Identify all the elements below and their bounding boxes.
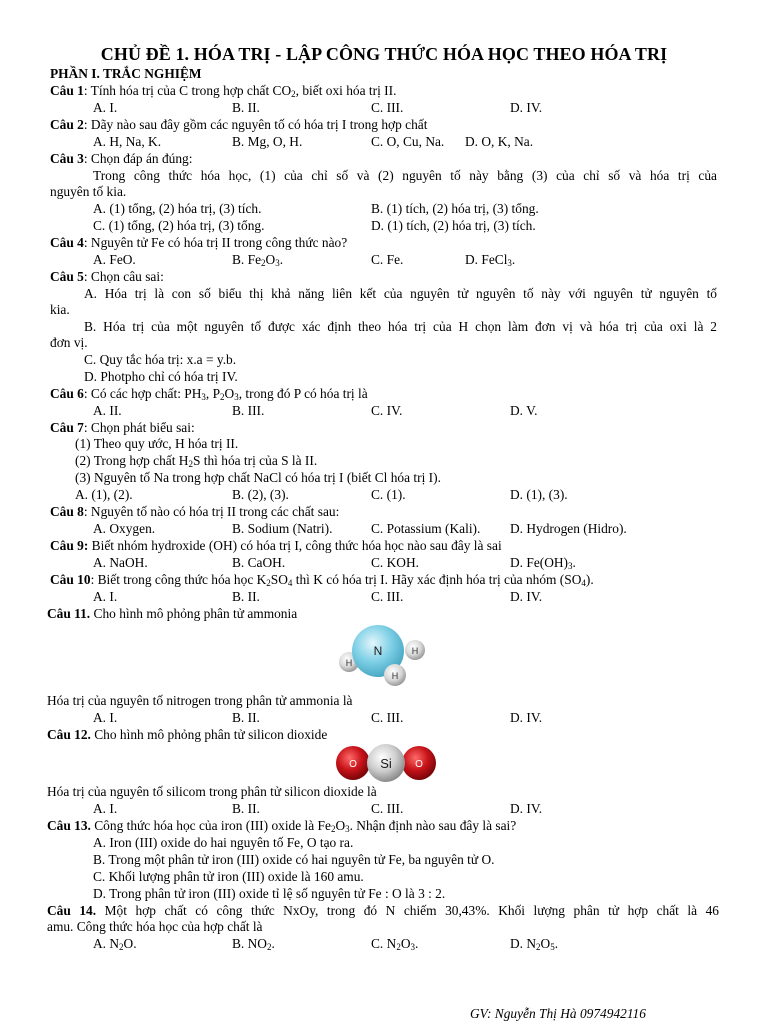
option-a: A. (1), (2). xyxy=(75,487,133,502)
option-c: C. O, Cu, Na. xyxy=(371,134,445,149)
option-c: C. (1). xyxy=(371,487,406,502)
option-b: B. CaOH. xyxy=(232,555,286,570)
option-b: B. II. xyxy=(232,589,260,604)
section-heading: PHẦN I. TRẮC NGHIỆM xyxy=(50,66,202,81)
hydrogen-label: H xyxy=(391,671,399,681)
question-14: Câu 14. Một hợp chất có công thức NxOy, trong đó N chiếm 30,43%. Khối lượng phân tử hợp chất là 46 xyxy=(47,903,719,918)
option-d: D. IV. xyxy=(510,801,543,816)
option-d: D. (1), (3). xyxy=(510,487,568,502)
option-c: C. III. xyxy=(371,710,404,725)
option-a: A. Iron (III) oxide do hai nguyên tố Fe, O tạo ra. xyxy=(93,835,354,850)
statement-3: (3) Nguyên tố Na trong hợp chất NaCl có hóa trị I (biết Cl hóa trị I). xyxy=(75,470,441,485)
option-c: C. Fe. xyxy=(371,252,404,267)
silicon-dioxide-molecule-model xyxy=(335,743,437,783)
option-c: C. III. xyxy=(371,801,404,816)
option-c: C. Potassium (Kali). xyxy=(371,521,481,536)
option-c: C. III. xyxy=(371,100,404,115)
option-a: A. (1) tổng, (2) hóa trị, (3) tích. xyxy=(93,201,262,216)
option-c: C. $N_2O_3$. xyxy=(371,936,419,952)
option-a: A. Oxygen. xyxy=(93,521,156,536)
question-10: Câu 10: Biết trong công thức hóa học $K_2SO_4$ thì K có hóa trị I. Hãy xác định hóa trị của nhóm $(SO_4)$. xyxy=(50,572,594,588)
option-c: C. (1) tổng, (2) hóa trị, (3) tổng. xyxy=(93,218,265,233)
option-a: A. $N_2O$. xyxy=(93,936,137,952)
option-d: D. IV. xyxy=(510,589,543,604)
option-b: B. II. xyxy=(232,710,260,725)
option-a-cont: kia. xyxy=(50,302,70,317)
option-a: A. I. xyxy=(93,100,118,115)
question-1: Câu 1: Tính hóa trị của C trong hợp chất $CO_2$, biết oxi hóa trị II. xyxy=(50,83,397,99)
option-b: B. Hóa trị của một nguyên tố được xác định theo hóa trị của H chọn làm đơn vị và hóa trị của oxi là 2 xyxy=(84,319,717,334)
question-3: Câu 3: Chọn đáp án đúng: xyxy=(50,151,193,166)
hydrogen-label: H xyxy=(411,646,419,656)
option-d: D. IV. xyxy=(510,710,543,725)
option-b: B. $NO_2$. xyxy=(232,936,275,952)
question-9: Câu 9: Biết nhóm hydroxide (OH) có hóa trị I, công thức hóa học nào sau đây là sai xyxy=(50,538,502,553)
option-d: D. V. xyxy=(510,403,538,418)
option-d: D. Hydrogen (Hidro). xyxy=(510,521,627,536)
statement-1: (1) Theo quy ước, H hóa trị II. xyxy=(75,436,239,451)
question-4: Câu 4: Nguyên tử Fe có hóa trị II trong công thức nào? xyxy=(50,235,348,250)
question-14-cont: amu. Công thức hóa học của hợp chất là xyxy=(47,919,263,934)
option-b: B. II. xyxy=(232,801,260,816)
question-stem-cont: nguyên tố kia. xyxy=(50,184,127,199)
option-a: A. I. xyxy=(93,801,118,816)
option-c: C. KOH. xyxy=(371,555,419,570)
option-d: D. Trong phân tử iron (III) oxide tỉ lệ số nguyên tử Fe : O là 3 : 2. xyxy=(93,886,446,901)
question-11-prompt: Hóa trị của nguyên tố nitrogen trong phân tử ammonia là xyxy=(47,693,353,708)
oxygen-label: O xyxy=(349,759,357,770)
option-d: D. IV. xyxy=(510,100,543,115)
option-a: A. I. xyxy=(93,589,118,604)
option-a: A. FeO. xyxy=(93,252,136,267)
silicon-label: Si xyxy=(380,756,392,771)
question-11: Câu 11. Cho hình mô phỏng phân tử ammonia xyxy=(47,606,298,621)
ammonia-molecule-model xyxy=(335,620,429,692)
option-b: B. $Fe_2O_3$. xyxy=(232,252,284,268)
question-13: Câu 13. Công thức hóa học của iron (III) oxide là $Fe_2O_3$. Nhận định nào sau đây là sai? xyxy=(47,818,517,834)
option-d: D. $Fe(OH)_3$. xyxy=(510,555,576,571)
question-7: Câu 7: Chọn phát biểu sai: xyxy=(50,420,195,435)
question-5: Câu 5: Chọn câu sai: xyxy=(50,269,164,284)
question-stem: Trong công thức hóa học, (1) của chỉ số và (2) nguyên tố này bằng (3) của chỉ số và hóa trị của xyxy=(93,168,717,183)
option-b: B. Mg, O, H. xyxy=(232,134,303,149)
option-b: B. II. xyxy=(232,100,260,115)
option-a: A. I. xyxy=(93,710,118,725)
option-b: B. Sodium (Natri). xyxy=(232,521,333,536)
question-8: Câu 8: Nguyên tố nào có hóa trị II trong các chất sau: xyxy=(50,504,340,519)
option-b: B. Trong một phân tử iron (III) oxide có hai nguyên tử Fe, ba nguyên tử O. xyxy=(93,852,495,867)
option-a: A. H, Na, K. xyxy=(93,134,162,149)
option-b-cont: đơn vị. xyxy=(50,335,88,350)
option-c: C. IV. xyxy=(371,403,403,418)
question-12-prompt: Hóa trị của nguyên tố silicom trong phân tử silicon dioxide là xyxy=(47,784,377,799)
question-12: Câu 12. Cho hình mô phỏng phân tử silicon dioxide xyxy=(47,727,328,742)
question-2: Câu 2: Dãy nào sau đây gồm các nguyên tố có hóa trị I trong hợp chất xyxy=(50,117,428,132)
option-d: D. FeCl$_3$. xyxy=(465,252,516,268)
option-d: D. $N_2O_5$. xyxy=(510,936,559,952)
option-a: A. Hóa trị là con số biểu thị khả năng liên kết của nguyên tử nguyên tố này với nguyên tử nguyên tố xyxy=(84,286,717,301)
option-c: C. Khối lượng phân tử iron (III) oxide là 160 amu. xyxy=(93,869,364,884)
hydrogen-label: H xyxy=(345,658,353,668)
statement-2: (2) Trong hợp chất $H_2S$ thì hóa trị của S là II. xyxy=(75,453,318,469)
option-a: A. NaOH. xyxy=(93,555,148,570)
option-b: B. (2), (3). xyxy=(232,487,289,502)
option-d: D. Photpho chỉ có hóa trị IV. xyxy=(84,369,238,384)
teacher-footer: GV: Nguyễn Thị Hà 0974942116 xyxy=(470,1006,646,1021)
option-d: D. O, K, Na. xyxy=(465,134,534,149)
question-6: Câu 6: Có các hợp chất: $PH_3$, $P_2O_3$, trong đó P có hóa trị là xyxy=(50,386,368,402)
option-b: B. III. xyxy=(232,403,265,418)
option-d: D. (1) tích, (2) hóa trị, (3) tích. xyxy=(371,218,536,233)
option-b: B. (1) tích, (2) hóa trị, (3) tổng. xyxy=(371,201,539,216)
option-a: A. II. xyxy=(93,403,122,418)
nitrogen-label: N xyxy=(373,644,383,658)
option-c: C. III. xyxy=(371,589,404,604)
option-c: C. Quy tắc hóa trị: x.a = y.b. xyxy=(84,352,237,367)
page-title: CHỦ ĐỀ 1. HÓA TRỊ - LẬP CÔNG THỨC HÓA HỌC THEO HÓA TRỊ xyxy=(100,44,668,64)
oxygen-label: O xyxy=(415,759,423,770)
